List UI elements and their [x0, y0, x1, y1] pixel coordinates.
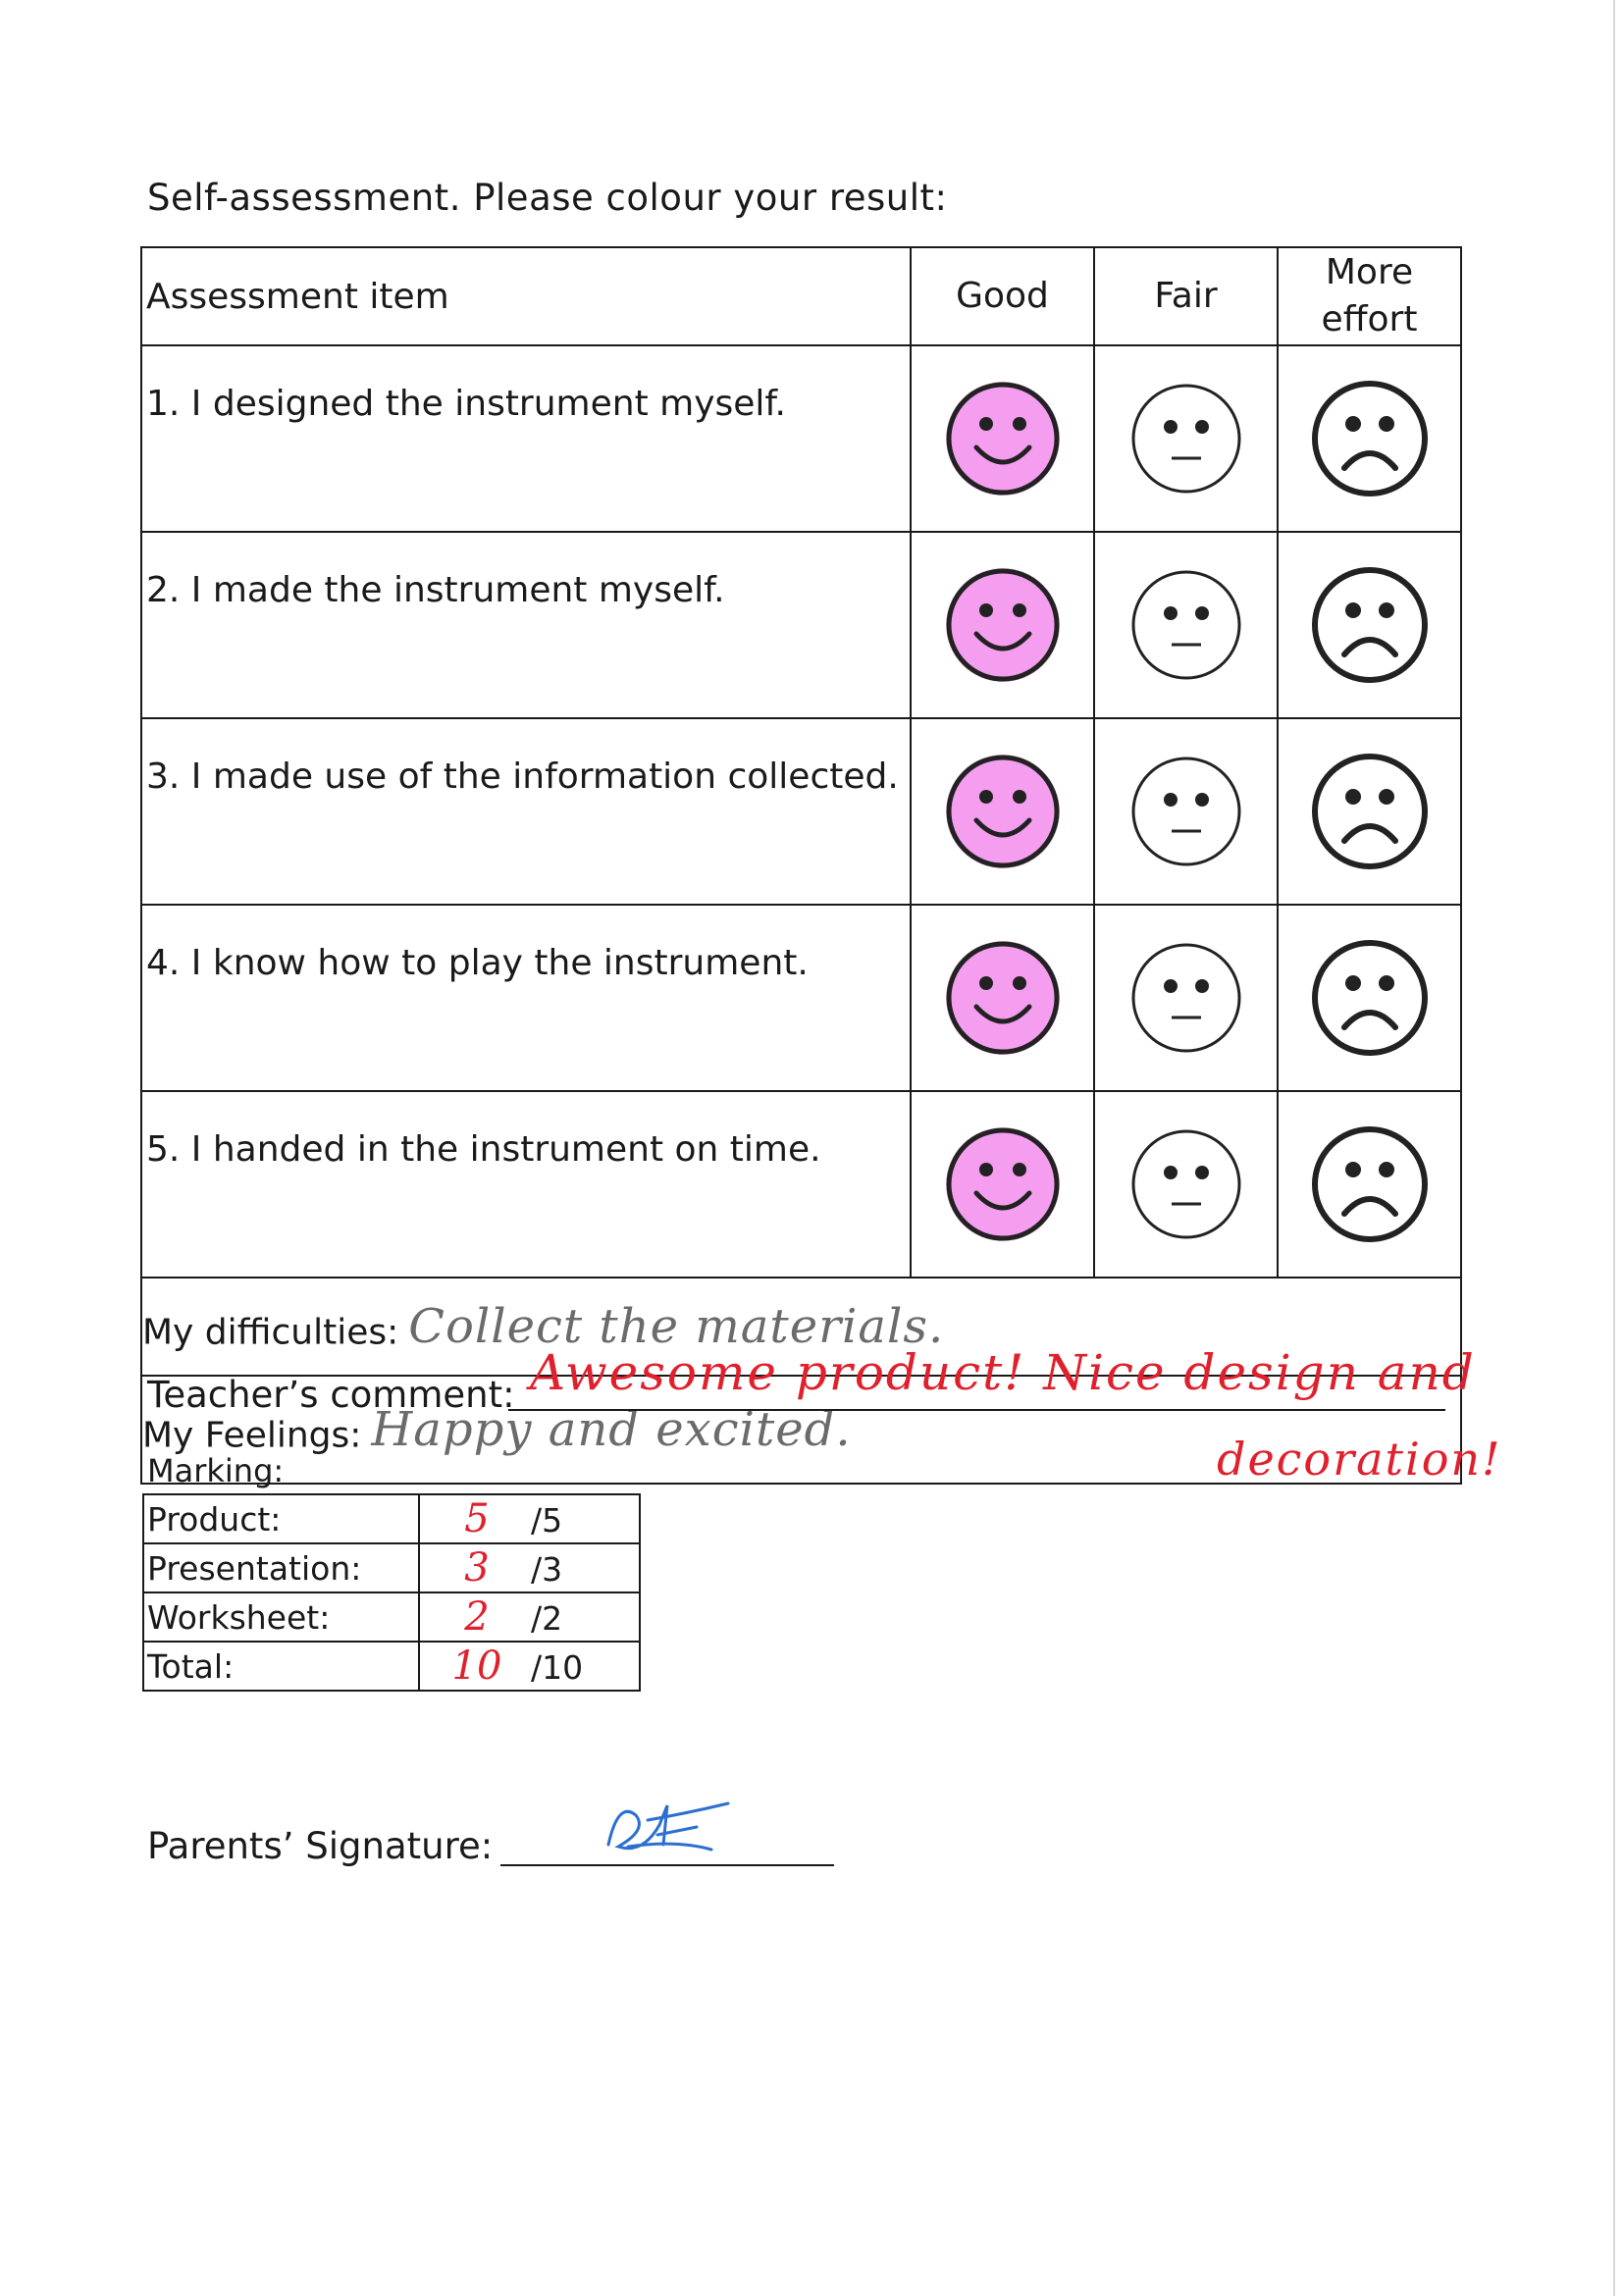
sad-face-icon	[1309, 1123, 1431, 1245]
sad-face-icon	[1309, 378, 1431, 499]
marking-row-label: Total:	[143, 1642, 419, 1691]
assessment-row	[141, 718, 1461, 905]
happy-face-icon	[939, 1121, 1067, 1248]
sad-face-icon	[1309, 937, 1431, 1059]
marking-row-label: Product:	[143, 1494, 419, 1543]
scan-edge	[1613, 0, 1615, 2296]
more-effort-face-cell[interactable]	[1278, 905, 1461, 1091]
header-more-line2: effort	[1321, 299, 1418, 339]
parent-signature-scribble	[589, 1786, 746, 1884]
good-face-cell[interactable]	[911, 718, 1094, 905]
feelings-value: Happy and excited.	[371, 1402, 852, 1457]
marking-max: /10	[531, 1648, 584, 1687]
neutral-face-icon	[1127, 1125, 1245, 1243]
marking-max: /2	[531, 1599, 563, 1638]
happy-face-icon	[939, 934, 1067, 1062]
marking-row-value[interactable]	[419, 1543, 640, 1592]
good-face-cell[interactable]	[911, 1091, 1094, 1278]
good-face-cell[interactable]	[911, 532, 1094, 718]
feelings-label: My Feelings:	[142, 1415, 362, 1456]
marking-row	[143, 1543, 640, 1592]
teacher-comment-label: Teacher’s comment:	[147, 1374, 515, 1416]
assessment-item-text: 1. I designed the instrument myself.	[141, 345, 911, 532]
good-face-cell[interactable]	[911, 345, 1094, 532]
neutral-face-icon	[1127, 380, 1245, 497]
marking-row-label: Presentation:	[143, 1543, 419, 1592]
assessment-header-row	[141, 247, 1461, 345]
assessment-row	[141, 345, 1461, 532]
assessment-item-text: 5. I handed in the instrument on time.	[141, 1091, 911, 1278]
marking-row	[143, 1642, 640, 1691]
more-effort-face-cell[interactable]	[1278, 532, 1461, 718]
assessment-item-text: 3. I made use of the information collected.	[141, 718, 911, 905]
header-more-effort	[1278, 247, 1461, 345]
sad-face-icon	[1309, 564, 1431, 686]
more-effort-face-cell[interactable]	[1278, 718, 1461, 905]
good-face-cell[interactable]	[911, 905, 1094, 1091]
more-effort-face-cell[interactable]	[1278, 345, 1461, 532]
fair-face-cell[interactable]	[1094, 718, 1278, 905]
header-fair: Fair	[1094, 247, 1278, 345]
teacher-comment-line	[508, 1409, 1445, 1411]
sad-face-icon	[1309, 751, 1431, 872]
assessment-row	[141, 905, 1461, 1091]
parents-signature-label: Parents’ Signature:	[147, 1825, 494, 1867]
marking-max: /3	[531, 1550, 563, 1589]
assessment-table	[140, 246, 1462, 1485]
marking-score: 2	[464, 1594, 490, 1640]
happy-face-icon	[939, 561, 1067, 689]
marking-row	[143, 1592, 640, 1642]
assessment-row	[141, 532, 1461, 718]
neutral-face-icon	[1127, 939, 1245, 1057]
fair-face-cell[interactable]	[1094, 905, 1278, 1091]
marking-score: 10	[451, 1644, 502, 1689]
marking-score: 5	[464, 1496, 490, 1541]
difficulties-label: My difficulties:	[142, 1312, 399, 1353]
marking-table	[142, 1493, 641, 1692]
fair-face-cell[interactable]	[1094, 532, 1278, 718]
marking-label: Marking:	[147, 1452, 285, 1489]
difficulties-value: Collect the materials.	[408, 1299, 945, 1354]
marking-max: /5	[531, 1501, 563, 1539]
header-good: Good	[911, 247, 1094, 345]
marking-row-label: Worksheet:	[143, 1592, 419, 1642]
page-heading: Self-assessment. Please colour your result:	[147, 177, 948, 219]
assessment-item-text: 4. I know how to play the instrument.	[141, 905, 911, 1091]
marking-row-value[interactable]	[419, 1592, 640, 1642]
teacher-comment-line1: Awesome product! Nice design and	[530, 1344, 1476, 1401]
assessment-item-text: 2. I made the instrument myself.	[141, 532, 911, 718]
teacher-comment-line2: decoration!	[1217, 1433, 1502, 1486]
marking-row-value[interactable]	[419, 1642, 640, 1691]
neutral-face-icon	[1127, 753, 1245, 870]
header-assessment-item: Assessment item	[141, 247, 911, 345]
happy-face-icon	[939, 748, 1067, 875]
happy-face-icon	[939, 375, 1067, 502]
fair-face-cell[interactable]	[1094, 345, 1278, 532]
more-effort-face-cell[interactable]	[1278, 1091, 1461, 1278]
marking-row	[143, 1494, 640, 1543]
assessment-row	[141, 1091, 1461, 1278]
fair-face-cell[interactable]	[1094, 1091, 1278, 1278]
header-more-line1: More	[1325, 252, 1414, 292]
marking-row-value[interactable]	[419, 1494, 640, 1543]
neutral-face-icon	[1127, 566, 1245, 684]
marking-score: 3	[464, 1545, 490, 1591]
